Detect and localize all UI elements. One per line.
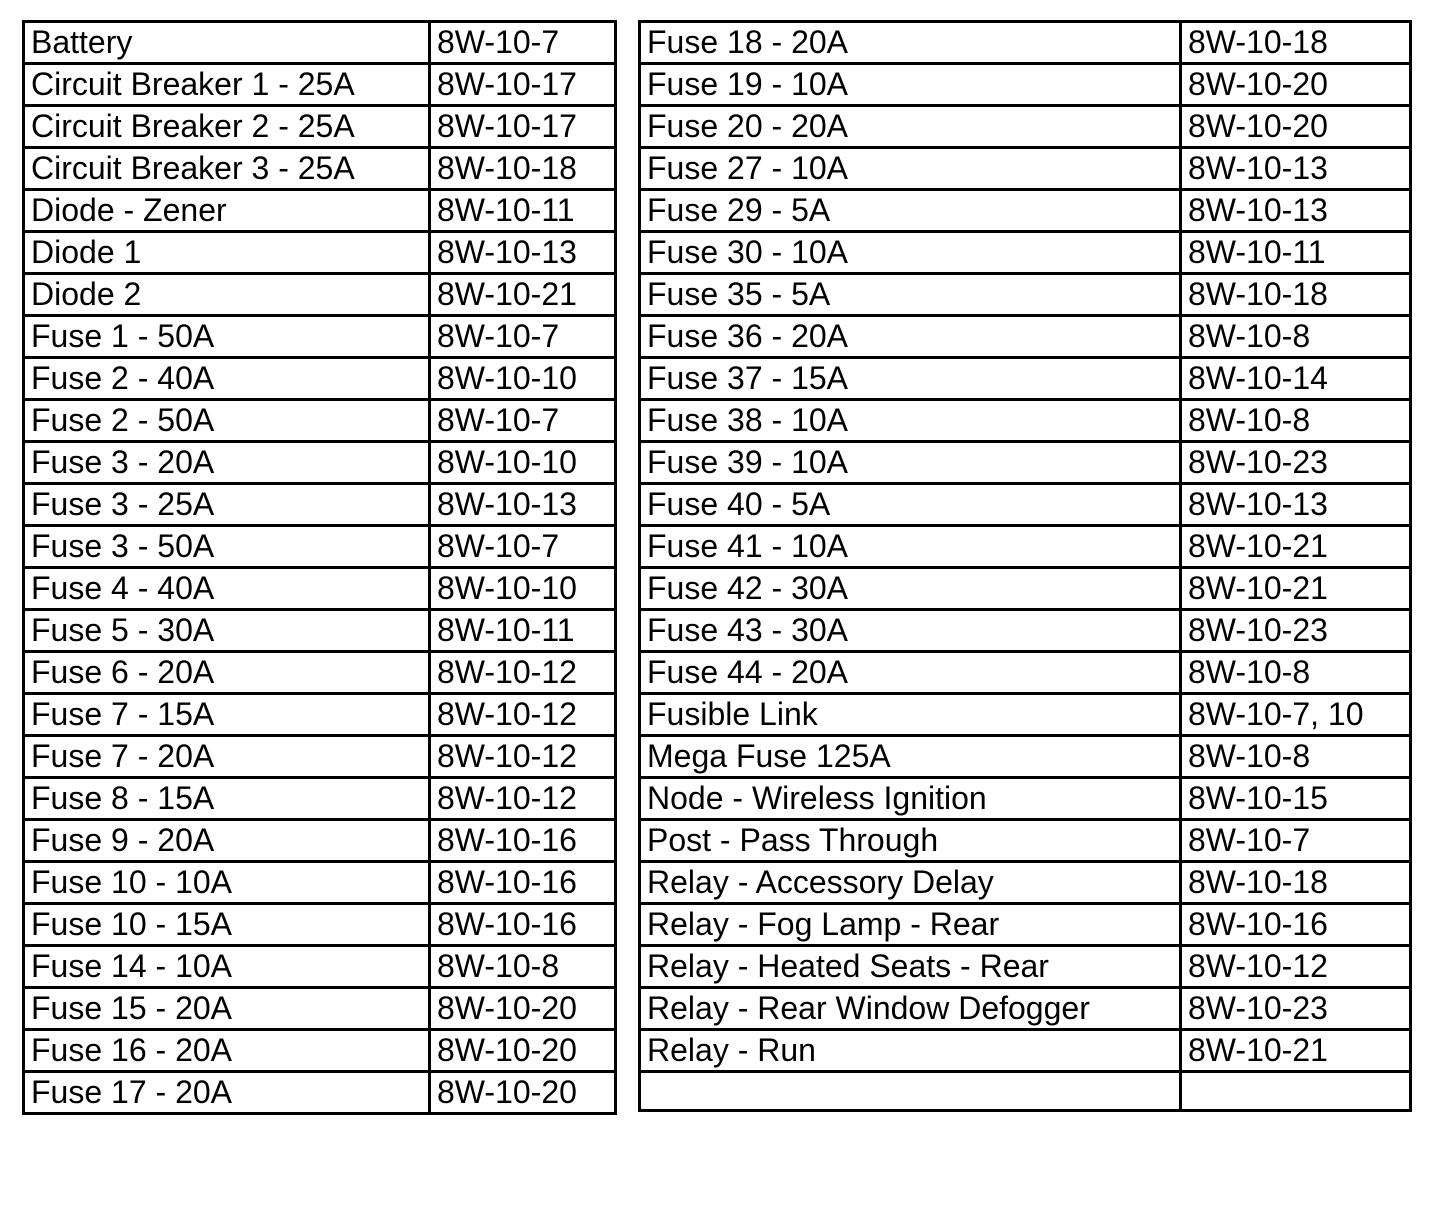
table-row [24,652,616,694]
table-left-body [24,22,616,1114]
component-name-cell: Fuse 41 - 10A [640,526,1181,568]
page-reference-cell: 8W-10-23 [1181,610,1411,652]
component-name-cell: Fuse 10 - 10A [24,862,430,904]
table-row [640,862,1411,904]
page-reference-cell: 8W-10-11 [1181,232,1411,274]
table-row [24,22,616,64]
page-reference-cell: 8W-10-13 [1181,148,1411,190]
page-reference-cell: 8W-10-12 [1181,946,1411,988]
table-row [24,610,616,652]
page-reference-cell: 8W-10-20 [430,1030,616,1072]
table-row [24,694,616,736]
table-row [24,946,616,988]
component-name-cell: Fuse 39 - 10A [640,442,1181,484]
page-reference-cell: 8W-10-21 [430,274,616,316]
component-name-cell: Relay - Fog Lamp - Rear [640,904,1181,946]
table-row [640,1072,1411,1111]
component-name-cell: Diode - Zener [24,190,430,232]
table-row [24,274,616,316]
component-name-cell: Fuse 2 - 40A [24,358,430,400]
page-reference-cell: 8W-10-13 [430,232,616,274]
table-row [24,568,616,610]
table-row [640,694,1411,736]
page-reference-cell: 8W-10-21 [1181,568,1411,610]
component-name-cell: Fuse 5 - 30A [24,610,430,652]
page-reference-cell: 8W-10-10 [430,358,616,400]
page-reference-cell: 8W-10-20 [1181,106,1411,148]
table-row [640,820,1411,862]
component-name-cell: Fuse 44 - 20A [640,652,1181,694]
table-row [24,442,616,484]
page-reference-cell: 8W-10-21 [1181,1030,1411,1072]
page-reference-cell [1181,1072,1411,1111]
page-reference-cell: 8W-10-12 [430,778,616,820]
page-reference-cell: 8W-10-10 [430,442,616,484]
table-row [640,148,1411,190]
table-row [24,526,616,568]
page-reference-cell: 8W-10-8 [1181,400,1411,442]
page-reference-cell: 8W-10-20 [430,1072,616,1114]
table-row [640,106,1411,148]
page-reference-cell: 8W-10-10 [430,568,616,610]
component-name-cell: Fuse 30 - 10A [640,232,1181,274]
page-reference-cell: 8W-10-12 [430,736,616,778]
page-reference-cell: 8W-10-21 [1181,526,1411,568]
component-name-cell: Circuit Breaker 3 - 25A [24,148,430,190]
page-reference-cell: 8W-10-18 [1181,274,1411,316]
table-row [24,232,616,274]
page-reference-cell: 8W-10-7 [430,22,616,64]
component-name-cell: Fuse 7 - 15A [24,694,430,736]
page-reference-cell: 8W-10-8 [430,946,616,988]
page-reference-cell: 8W-10-13 [1181,484,1411,526]
page-reference-cell: 8W-10-12 [430,652,616,694]
component-name-cell: Relay - Heated Seats - Rear [640,946,1181,988]
component-name-cell: Fuse 43 - 30A [640,610,1181,652]
component-name-cell: Relay - Run [640,1030,1181,1072]
table-row [24,904,616,946]
component-name-cell: Fuse 19 - 10A [640,64,1181,106]
page-reference-cell: 8W-10-8 [1181,736,1411,778]
table-row [640,652,1411,694]
table-row [640,946,1411,988]
component-name-cell: Fuse 3 - 25A [24,484,430,526]
component-index-table-left [22,20,617,1115]
table-row [640,442,1411,484]
component-name-cell: Fuse 9 - 20A [24,820,430,862]
page-reference-cell: 8W-10-17 [430,106,616,148]
component-name-cell: Fuse 29 - 5A [640,190,1181,232]
table-row [640,904,1411,946]
table-row [24,190,616,232]
page-reference-cell: 8W-10-7 [430,400,616,442]
table-row [24,484,616,526]
component-name-cell: Fuse 3 - 20A [24,442,430,484]
table-row [640,232,1411,274]
page-reference-cell: 8W-10-23 [1181,988,1411,1030]
table-row [24,778,616,820]
page-reference-cell: 8W-10-7 [430,316,616,358]
table-row [640,988,1411,1030]
page-reference-cell: 8W-10-11 [430,190,616,232]
component-name-cell: Fuse 20 - 20A [640,106,1181,148]
page-reference-cell: 8W-10-15 [1181,778,1411,820]
page-reference-cell: 8W-10-7, 10 [1181,694,1411,736]
page-reference-cell: 8W-10-16 [430,904,616,946]
table-row [24,988,616,1030]
page-reference-cell: 8W-10-13 [1181,190,1411,232]
page-reference-cell: 8W-10-11 [430,610,616,652]
component-name-cell: Fuse 40 - 5A [640,484,1181,526]
table-row [24,736,616,778]
page-reference-cell: 8W-10-18 [1181,862,1411,904]
component-name-cell: Relay - Rear Window Defogger [640,988,1181,1030]
page-reference-cell: 8W-10-18 [430,148,616,190]
component-name-cell: Fuse 3 - 50A [24,526,430,568]
component-name-cell: Fusible Link [640,694,1181,736]
component-name-cell: Circuit Breaker 2 - 25A [24,106,430,148]
table-row [640,1030,1411,1072]
component-name-cell: Fuse 38 - 10A [640,400,1181,442]
component-name-cell: Fuse 27 - 10A [640,148,1181,190]
table-right-body [640,22,1411,1111]
component-name-cell: Post - Pass Through [640,820,1181,862]
component-name-cell: Mega Fuse 125A [640,736,1181,778]
component-name-cell: Fuse 6 - 20A [24,652,430,694]
page-reference-cell: 8W-10-7 [430,526,616,568]
page-reference-cell: 8W-10-8 [1181,652,1411,694]
page-reference-cell: 8W-10-20 [430,988,616,1030]
component-name-cell: Diode 2 [24,274,430,316]
component-name-cell: Fuse 10 - 15A [24,904,430,946]
component-name-cell: Fuse 8 - 15A [24,778,430,820]
component-name-cell: Diode 1 [24,232,430,274]
component-name-cell: Fuse 2 - 50A [24,400,430,442]
table-row [24,358,616,400]
component-name-cell: Fuse 18 - 20A [640,22,1181,64]
component-name-cell: Fuse 4 - 40A [24,568,430,610]
table-row [640,64,1411,106]
component-name-cell: Fuse 15 - 20A [24,988,430,1030]
component-name-cell: Fuse 37 - 15A [640,358,1181,400]
page-reference-cell: 8W-10-12 [430,694,616,736]
page-reference-cell: 8W-10-16 [430,820,616,862]
table-row [24,1030,616,1072]
page-reference-cell: 8W-10-8 [1181,316,1411,358]
component-name-cell [640,1072,1181,1111]
page-reference-cell: 8W-10-23 [1181,442,1411,484]
component-name-cell: Fuse 42 - 30A [640,568,1181,610]
table-row [640,568,1411,610]
table-row [640,736,1411,778]
table-row [640,484,1411,526]
component-name-cell: Battery [24,22,430,64]
table-row [24,316,616,358]
table-row [24,862,616,904]
page-reference-cell: 8W-10-14 [1181,358,1411,400]
component-name-cell: Fuse 17 - 20A [24,1072,430,1114]
table-row [24,1072,616,1114]
page-reference-cell: 8W-10-16 [1181,904,1411,946]
component-index-table-right [638,20,1412,1112]
component-name-cell: Fuse 36 - 20A [640,316,1181,358]
component-name-cell: Fuse 14 - 10A [24,946,430,988]
page-reference-cell: 8W-10-13 [430,484,616,526]
page-reference-cell: 8W-10-20 [1181,64,1411,106]
table-row [640,400,1411,442]
table-row [24,820,616,862]
table-row [24,400,616,442]
table-row [640,778,1411,820]
table-row [24,64,616,106]
component-name-cell: Fuse 1 - 50A [24,316,430,358]
page-reference-cell: 8W-10-18 [1181,22,1411,64]
page-reference-cell: 8W-10-17 [430,64,616,106]
table-row [640,526,1411,568]
table-row [24,148,616,190]
table-row [24,106,616,148]
page-reference-cell: 8W-10-16 [430,862,616,904]
component-name-cell: Circuit Breaker 1 - 25A [24,64,430,106]
table-row [640,274,1411,316]
table-row [640,610,1411,652]
component-name-cell: Node - Wireless Ignition [640,778,1181,820]
table-row [640,358,1411,400]
table-row [640,316,1411,358]
component-name-cell: Fuse 7 - 20A [24,736,430,778]
component-name-cell: Relay - Accessory Delay [640,862,1181,904]
table-row [640,190,1411,232]
table-row [640,22,1411,64]
component-name-cell: Fuse 16 - 20A [24,1030,430,1072]
component-name-cell: Fuse 35 - 5A [640,274,1181,316]
page-reference-cell: 8W-10-7 [1181,820,1411,862]
